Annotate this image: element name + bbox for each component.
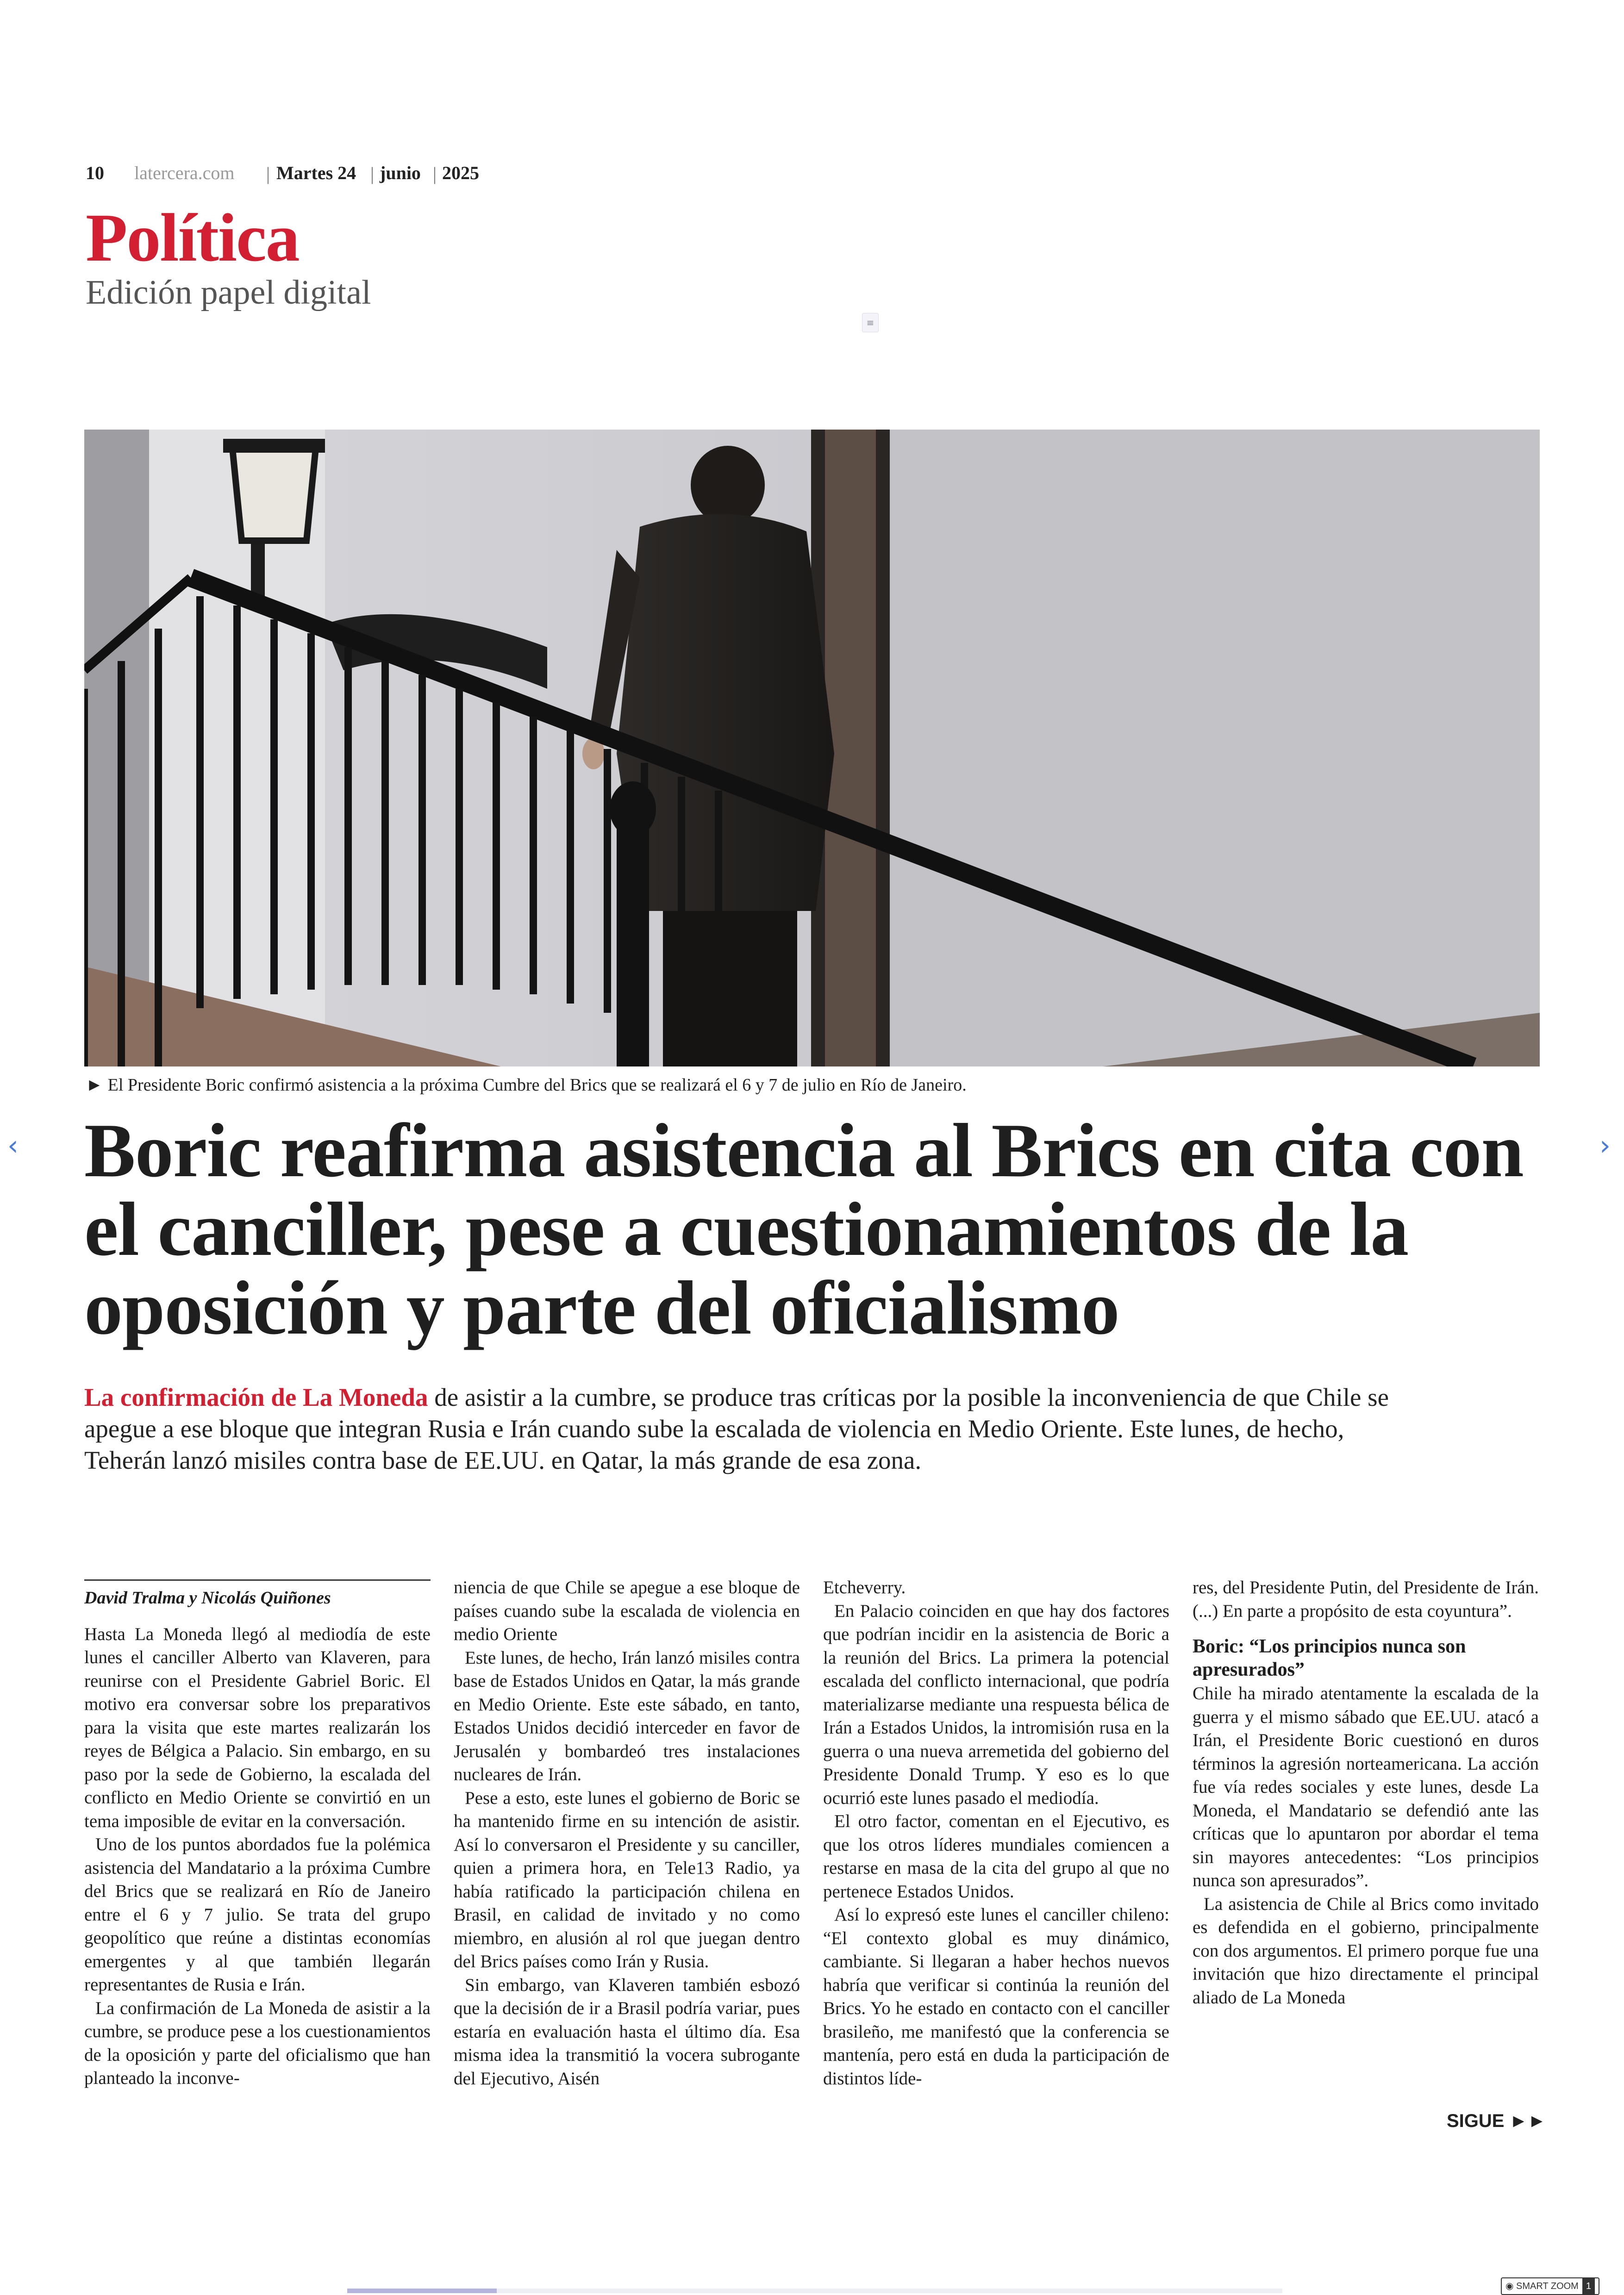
paragraph: niencia de que Chile se apegue a ese bloque de países cuando sube la escalada de violencia en medio Oriente xyxy=(454,1578,800,1644)
continue-link[interactable]: SIGUE ►► xyxy=(1447,2111,1546,2131)
lede xyxy=(84,1382,1427,1476)
paragraph: Este lunes, de hecho, Irán lanzó misiles contra base de Estados Unidos en Qatar, la más grande en Medio Oriente. Este este sábado, en tanto, Estados Unidos decidió interceder en favor de Jerusalén y bombardeó tres instalaciones nucleares de Irán. xyxy=(454,1647,800,1784)
smart-zoom-button[interactable] xyxy=(1501,2277,1599,2295)
paragraph: Uno de los puntos abordados fue la polémica asistencia del Mandatario a la próxima Cumbre del Brics que se realizará en Río de Janeiro entre el 6 y 7 julio. Se trata del grupo geopolítico que reúne a distintas economías emergentes y al que también llegarán representantes de Rusia e Irán. xyxy=(84,1834,431,1995)
paragraph: En Palacio coinciden en que hay dos factores que podrían incidir en la asistencia de Boric a la reunión del Brics. La primera la potencial escalada del conflicto internacional, que podría materializarse mediante una respuesta bélica de Irán a Estados Unidos, la intromisión rusa en la guerra o una nueva arremetida del gobierno del Presidente Donald Trump. Y eso es lo que ocurrió este lunes pasado el mediodía. xyxy=(823,1601,1169,1808)
headline: Boric reafirma asistencia al Brics en cita con el canciller, pese a cuestionamientos de la oposición y parte del oficialismo xyxy=(84,1108,1524,1350)
paragraph: Sin embargo, van Klaveren también esbozó que la decisión de ir a Brasil podría variar, pues estaría en evaluación hasta el último día. Esa misma idea la transmitió la vocera subrogante del Ejecutivo, Aisén xyxy=(454,1975,800,2089)
paragraph: Etcheverry. xyxy=(823,1578,906,1597)
date-day: Martes 24 xyxy=(276,162,356,183)
previous-page-icon[interactable]: ‹ xyxy=(7,1129,19,1162)
section-title: Política xyxy=(86,200,299,276)
lede-text: de asistir a la cumbre, se produce tras críticas por la posible la inconveniencia de que Chile se apegue a ese bloque que integran Rusia e Irán cuando sube la escalada de violencia en Medio Oriente. Este lunes, de hecho, Teherán lanzó misiles contra base de EE.UU. en Qatar, la más grande de esa zona. xyxy=(84,1383,1389,1474)
header-separator: | xyxy=(370,163,375,184)
article-column-1 xyxy=(84,1576,431,2090)
byline: David Tralma y Nicolás Quiñones xyxy=(84,1588,331,1608)
smart-zoom-label: SMART ZOOM xyxy=(1516,2281,1579,2291)
date-year: 2025 xyxy=(442,162,479,183)
progress-fill xyxy=(347,2289,497,2293)
edition-label: Edición papel digital xyxy=(86,274,371,312)
date-month: junio xyxy=(380,162,421,183)
lede-highlight: La confirmación de La Moneda xyxy=(84,1383,428,1411)
photo-caption xyxy=(86,1075,967,1095)
next-page-icon[interactable]: › xyxy=(1599,1129,1611,1162)
eye-icon: ◉ xyxy=(1505,2281,1517,2291)
page-marker-icon[interactable]: ≡ xyxy=(862,313,879,332)
paragraph: Pese a esto, este lunes el gobierno de Boric se ha mantenido firme en su intención de asistir. Así lo conversaron el Presidente y su canciller, quien a primera hora, en Tele13 Radio, ya había ratificado la participación chilena en Brasil, en calidad de invitado y no como miembro, en alusión al rol que juegan dentro del Brics países como Irán y Rusia. xyxy=(454,1788,800,1971)
paragraph: Así lo expresó este lunes el canciller chileno: “El contexto global es muy dinámico, cambiante. Si llegaran a haber hechos nuevos habría que verificar si continúa la reunión del Brics. Yo he estado en contacto con el canciller brasileño, me manifestó que la conferencia se mantenía, pero está en duda la participación de distintos líde- xyxy=(823,1905,1169,2089)
page-number: 10 xyxy=(86,162,104,183)
paragraph: Hasta La Moneda llegó al mediodía de este lunes el canciller Alberto van Klaveren, para reunirse con el Presidente Gabriel Boric. El motivo era conversar sobre los preparativos para la visita que este martes realizarán los reyes de Bélgica a Palacio. Sin embargo, en su paso por la sede de Gobierno, la escalada del conflicto en Medio Oriente se convirtió en un tema imposible de evitar en la conversación. xyxy=(84,1624,431,1831)
paragraph: res, del Presidente Putin, del Presidente de Irán. (...) En parte a propósito de esta coyuntura”. xyxy=(1193,1578,1539,1621)
article-column-2 xyxy=(454,1576,800,2090)
caption-marker-icon: ► xyxy=(86,1075,103,1095)
site-name: latercera.com xyxy=(134,162,235,183)
caption-text: El Presidente Boric confirmó asistencia a la próxima Cumbre del Brics que se realizará el 6 y 7 de julio en Río de Janeiro. xyxy=(107,1075,967,1095)
paragraph: La asistencia de Chile al Brics como invitado es defendida en el gobierno, principalmente con dos argumentos. El primero porque fue una invitación que hizo directamente el principal aliado de La Moneda xyxy=(1193,1894,1539,2008)
paragraph: El otro factor, comentan en el Ejecutivo, es que los otros líderes mundiales comiencen a restarse en masa de la cita del grupo al que no pertenece Estados Unidos. xyxy=(823,1811,1169,1902)
header-separator: | xyxy=(433,163,437,184)
paragraph: Chile ha mirado atentamente la escalada de la guerra y el mismo sábado que EE.UU. atacó a Irán, el Presidente Boric cuestionó en duros términos la agresión norteamericana. La acción fue vía redes sociales y este lunes, desde La Moneda, el Mandatario se defendió ante las críticas que lo apuntaron por abordar el tema sin mayores antecedentes: “Los principios nunca son apresurados”. xyxy=(1193,1684,1539,1890)
article-column-4 xyxy=(1193,1576,1539,2009)
subhead: Boric: “Los principios nunca son apresurados” xyxy=(1193,1636,1466,1680)
smart-zoom-page: 1 xyxy=(1582,2278,1595,2294)
header-separator: | xyxy=(266,163,270,184)
article-photo xyxy=(84,430,1540,1066)
paragraph: La confirmación de La Moneda de asistir a la cumbre, se produce pese a los cuestionamientos de la oposición y parte del oficialismo que han planteado la inconve- xyxy=(84,1998,431,2088)
article-column-3 xyxy=(823,1576,1169,2090)
